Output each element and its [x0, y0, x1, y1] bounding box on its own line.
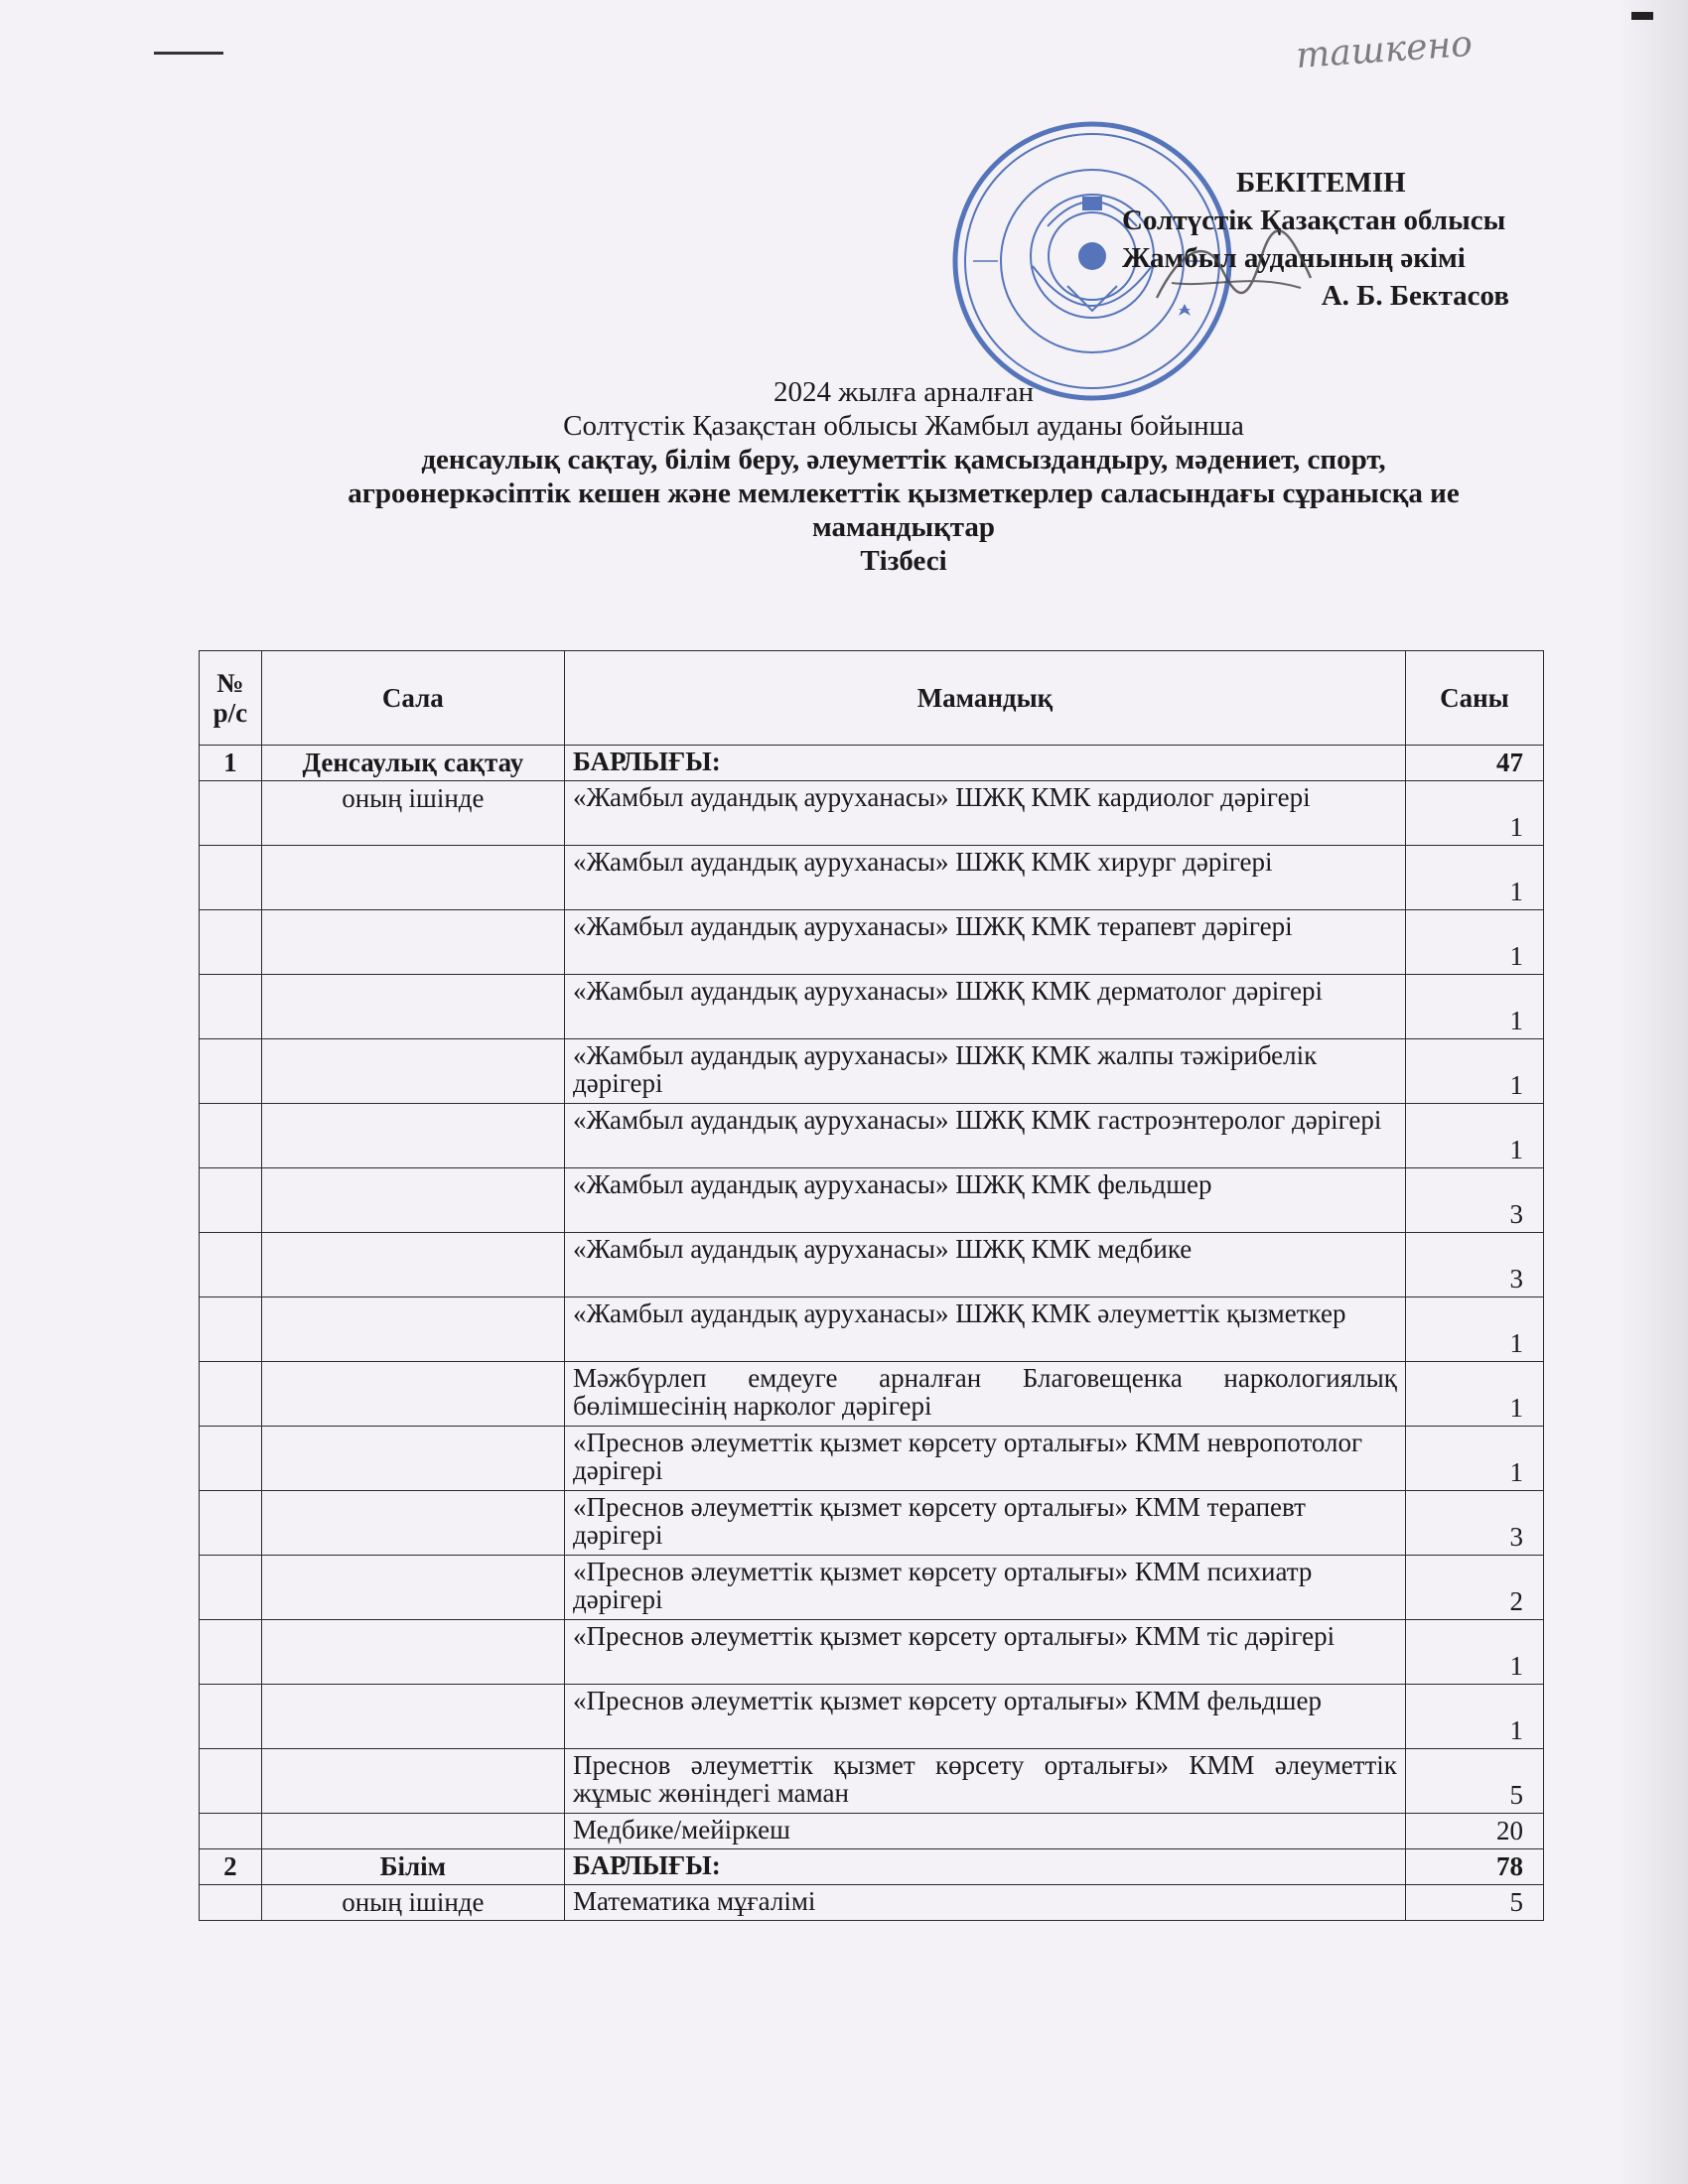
row-no	[200, 781, 262, 846]
row-count: 1	[1405, 846, 1543, 910]
row-sala: Денсаулық сақтау	[261, 746, 564, 781]
row-spec: «Жамбыл аудандық ауруханасы» ШЖҚ КМК фельдшер	[565, 1168, 1406, 1233]
row-count: 3	[1405, 1168, 1543, 1233]
title-year: 2024 жылға арналған	[773, 376, 1035, 408]
row-spec: БАРЛЫҒЫ:	[565, 1849, 1406, 1885]
row-sala	[261, 1104, 564, 1168]
row-sala	[261, 1168, 564, 1233]
row-no: 1	[200, 746, 262, 781]
approval-signatory: А. Б. Бектасов	[1321, 280, 1509, 312]
row-no	[200, 1233, 262, 1297]
row-no	[200, 1814, 262, 1849]
row-no	[200, 910, 262, 975]
row-sala	[261, 1362, 564, 1427]
row-count: 3	[1405, 1491, 1543, 1556]
table-row	[200, 975, 1544, 1039]
row-no	[200, 1556, 262, 1620]
header-no: № р/с	[200, 651, 262, 746]
row-sala	[261, 1620, 564, 1685]
handwritten-note: ташкено	[1294, 23, 1475, 77]
row-no	[200, 846, 262, 910]
title-sectors-1: денсаулық сақтау, білім беру, әлеуметтік қамсыздандыру, мәдениет, спорт,	[421, 444, 1386, 476]
row-count: 1	[1405, 1104, 1543, 1168]
table-row	[200, 1233, 1544, 1297]
row-no	[200, 1491, 262, 1556]
row-sala	[261, 1427, 564, 1491]
row-spec: «Преснов әлеуметтік қызмет көрсету орталығы» КММ психиатр дәрігері	[565, 1556, 1406, 1620]
row-count: 5	[1405, 1885, 1543, 1921]
row-no	[200, 1685, 262, 1749]
row-sala	[261, 1685, 564, 1749]
table-row	[200, 1039, 1544, 1104]
table-row	[200, 1885, 1544, 1921]
table-row	[200, 1849, 1544, 1885]
row-no	[200, 1620, 262, 1685]
row-count: 1	[1405, 781, 1543, 846]
row-spec: «Преснов әлеуметтік қызмет көрсету орталығы» КММ фельдшер	[565, 1685, 1406, 1749]
row-count: 47	[1405, 746, 1543, 781]
row-sala	[261, 910, 564, 975]
table-row	[200, 781, 1544, 846]
row-spec: «Преснов әлеуметтік қызмет көрсету орталығы» КММ невропотолог дәрігері	[565, 1427, 1406, 1491]
table-row	[200, 1556, 1544, 1620]
approval-heading: БЕКІТЕМІН	[1236, 167, 1406, 199]
scan-edge-shadow	[1618, 0, 1688, 2184]
row-spec: Медбике/мейіркеш	[565, 1814, 1406, 1849]
row-sala	[261, 1297, 564, 1362]
table-header-row	[200, 651, 1544, 746]
corner-dash-mark	[154, 52, 223, 55]
row-no	[200, 1885, 262, 1921]
row-no: 2	[200, 1849, 262, 1885]
row-count: 2	[1405, 1556, 1543, 1620]
row-sala	[261, 1749, 564, 1814]
row-no	[200, 1168, 262, 1233]
table-row	[200, 1362, 1544, 1427]
row-spec: БАРЛЫҒЫ:	[565, 746, 1406, 781]
title-region: Солтүстік Қазақстан облысы Жамбыл ауданы бойынша	[563, 410, 1244, 442]
row-count: 5	[1405, 1749, 1543, 1814]
row-sala: оның ішінде	[261, 781, 564, 846]
row-no	[200, 1749, 262, 1814]
row-sala	[261, 975, 564, 1039]
row-count: 3	[1405, 1233, 1543, 1297]
scan-corner-mark	[1631, 12, 1653, 20]
row-count: 1	[1405, 1427, 1543, 1491]
row-sala	[261, 1233, 564, 1297]
row-count: 1	[1405, 1297, 1543, 1362]
table-row	[200, 1168, 1544, 1233]
table-row	[200, 1620, 1544, 1685]
table-row	[200, 1814, 1544, 1849]
document-title	[258, 375, 1549, 578]
table-row	[200, 1427, 1544, 1491]
table-row	[200, 1104, 1544, 1168]
row-spec: Мәжбүрлеп емдеуге арналған Благовещенка наркологиялық бөлімшесінің нарколог дәрігері	[565, 1362, 1406, 1427]
row-sala	[261, 1491, 564, 1556]
approval-line-akim: Жамбыл ауданының әкімі	[1122, 242, 1466, 274]
row-sala	[261, 1556, 564, 1620]
row-no	[200, 1362, 262, 1427]
row-no	[200, 975, 262, 1039]
handwritten-signature	[1152, 228, 1321, 318]
row-no	[200, 1104, 262, 1168]
row-count: 20	[1405, 1814, 1543, 1849]
title-list-word: Тізбесі	[860, 545, 947, 577]
row-spec: Преснов әлеуметтік қызмет көрсету орталығы» КММ әлеуметтік жұмыс жөніндегі маман	[565, 1749, 1406, 1814]
row-spec: «Жамбыл аудандық ауруханасы» ШЖҚ КМК әлеуметтік қызметкер	[565, 1297, 1406, 1362]
table-row	[200, 1749, 1544, 1814]
table-row	[200, 1685, 1544, 1749]
header-spec: Мамандық	[565, 651, 1406, 746]
row-sala	[261, 1039, 564, 1104]
row-count: 78	[1405, 1849, 1543, 1885]
row-count: 1	[1405, 1039, 1543, 1104]
table-row	[200, 1297, 1544, 1362]
row-sala: Білім	[261, 1849, 564, 1885]
row-spec: «Жамбыл аудандық ауруханасы» ШЖҚ КМК терапевт дәрігері	[565, 910, 1406, 975]
header-sala: Сала	[261, 651, 564, 746]
table-row	[200, 910, 1544, 975]
row-spec: «Преснов әлеуметтік қызмет көрсету орталығы» КММ тіс дәрігері	[565, 1620, 1406, 1685]
row-no	[200, 1297, 262, 1362]
table-row	[200, 746, 1544, 781]
title-sectors-2: агроөнеркәсіптік кешен және мемлекеттік қызметкерлер саласындағы сұранысқа ие	[348, 478, 1460, 509]
row-spec: «Жамбыл аудандық ауруханасы» ШЖҚ КМК гастроэнтеролог дәрігері	[565, 1104, 1406, 1168]
row-no	[200, 1039, 262, 1104]
row-count: 1	[1405, 1362, 1543, 1427]
title-sectors-3: мамандықтар	[811, 511, 996, 543]
row-spec: «Жамбыл аудандық ауруханасы» ШЖҚ КМК хирург дәрігері	[565, 846, 1406, 910]
table-row	[200, 846, 1544, 910]
row-spec: Математика мұғалімі	[565, 1885, 1406, 1921]
row-spec: «Жамбыл аудандық ауруханасы» ШЖҚ КМК дерматолог дәрігері	[565, 975, 1406, 1039]
row-spec: «Жамбыл аудандық ауруханасы» ШЖҚ КМК жалпы тәжірибелік дәрігері	[565, 1039, 1406, 1104]
row-spec: «Жамбыл аудандық ауруханасы» ШЖҚ КМК кардиолог дәрігері	[565, 781, 1406, 846]
row-count: 1	[1405, 975, 1543, 1039]
row-spec: «Жамбыл аудандық ауруханасы» ШЖҚ КМК медбике	[565, 1233, 1406, 1297]
row-count: 1	[1405, 1620, 1543, 1685]
professions-table	[199, 650, 1544, 1921]
row-no	[200, 1427, 262, 1491]
row-sala: оның ішінде	[261, 1885, 564, 1921]
row-sala	[261, 1814, 564, 1849]
approval-line-region: Солтүстік Қазақстан облысы	[1122, 205, 1506, 236]
header-count: Саны	[1405, 651, 1543, 746]
row-count: 1	[1405, 1685, 1543, 1749]
row-spec: «Преснов әлеуметтік қызмет көрсету орталығы» КММ терапевт дәрігері	[565, 1491, 1406, 1556]
table-row	[200, 1491, 1544, 1556]
row-sala	[261, 846, 564, 910]
row-count: 1	[1405, 910, 1543, 975]
